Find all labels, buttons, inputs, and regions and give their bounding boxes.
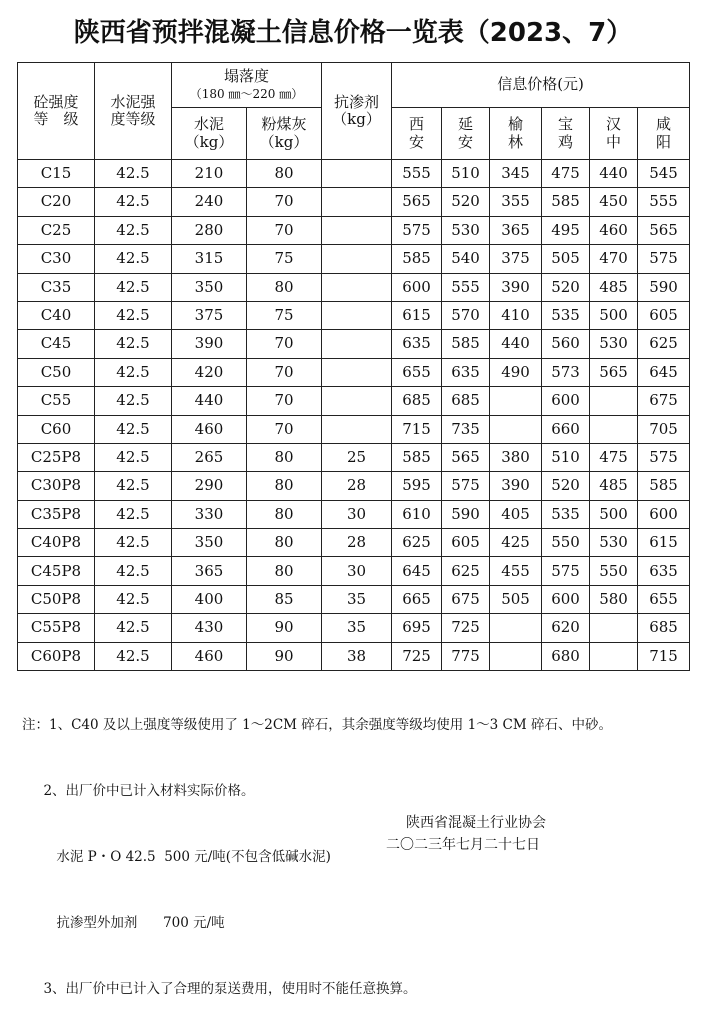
cell-flyash-kg: 70 bbox=[247, 216, 322, 244]
cell-price-xianyang: 685 bbox=[638, 614, 690, 642]
cell-cement-kg: 350 bbox=[172, 273, 247, 301]
cell-anti-seepage bbox=[322, 358, 392, 386]
note-line: 3、出厂价中已计入了合理的泵送费用，使用时不能任意换算。 bbox=[22, 981, 417, 997]
cell-price-yulin: 425 bbox=[490, 529, 542, 557]
table-row bbox=[18, 160, 690, 188]
cell-flyash-kg: 90 bbox=[247, 642, 322, 670]
cell-anti-seepage: 30 bbox=[322, 557, 392, 585]
cell-anti-seepage bbox=[322, 387, 392, 415]
cell-price-xian: 575 bbox=[392, 216, 442, 244]
cell-grade: C15 bbox=[18, 160, 95, 188]
cell-cement-kg: 420 bbox=[172, 358, 247, 386]
cell-grade: C60P8 bbox=[18, 642, 95, 670]
signature-org: 陕西省混凝土行业协会 bbox=[406, 815, 546, 831]
cell-price-baoji: 620 bbox=[542, 614, 590, 642]
cell-cement-kg: 430 bbox=[172, 614, 247, 642]
cell-price-yulin: 490 bbox=[490, 358, 542, 386]
cell-price-yanan: 735 bbox=[442, 415, 490, 443]
cell-price-yanan: 565 bbox=[442, 443, 490, 471]
table-row bbox=[18, 614, 690, 642]
cell-price-yanan: 685 bbox=[442, 387, 490, 415]
cell-price-yanan: 635 bbox=[442, 358, 490, 386]
cell-cement-grade: 42.5 bbox=[95, 216, 172, 244]
cell-anti-seepage: 35 bbox=[322, 614, 392, 642]
cell-price-baoji: 575 bbox=[542, 557, 590, 585]
cell-price-xian: 725 bbox=[392, 642, 442, 670]
cell-price-yulin bbox=[490, 387, 542, 415]
cell-grade: C25P8 bbox=[18, 443, 95, 471]
table-row bbox=[18, 387, 690, 415]
cell-flyash-kg: 80 bbox=[247, 472, 322, 500]
cell-cement-grade: 42.5 bbox=[95, 614, 172, 642]
cell-price-xian: 655 bbox=[392, 358, 442, 386]
cell-grade: C40 bbox=[18, 301, 95, 329]
cell-price-hanzhong bbox=[590, 387, 638, 415]
cell-cement-kg: 240 bbox=[172, 188, 247, 216]
cell-cement-kg: 400 bbox=[172, 585, 247, 613]
cell-cement-kg: 460 bbox=[172, 415, 247, 443]
cell-price-yulin: 390 bbox=[490, 273, 542, 301]
header-city-baoji: 宝 鸡 bbox=[542, 108, 590, 160]
cell-price-yanan: 590 bbox=[442, 500, 490, 528]
cell-price-hanzhong: 440 bbox=[590, 160, 638, 188]
cell-price-hanzhong bbox=[590, 642, 638, 670]
cell-price-baoji: 475 bbox=[542, 160, 590, 188]
cell-cement-grade: 42.5 bbox=[95, 245, 172, 273]
cell-anti-seepage: 25 bbox=[322, 443, 392, 471]
cell-price-xian: 715 bbox=[392, 415, 442, 443]
cell-price-yanan: 775 bbox=[442, 642, 490, 670]
header-city-yulin: 榆 林 bbox=[490, 108, 542, 160]
cell-price-yulin: 355 bbox=[490, 188, 542, 216]
cell-cement-grade: 42.5 bbox=[95, 188, 172, 216]
cell-price-yulin: 410 bbox=[490, 301, 542, 329]
cell-price-xianyang: 715 bbox=[638, 642, 690, 670]
cell-price-yanan: 675 bbox=[442, 585, 490, 613]
header-cement-grade: 水泥强 度等级 bbox=[95, 63, 172, 160]
price-table bbox=[17, 62, 690, 671]
cell-price-xian: 645 bbox=[392, 557, 442, 585]
cell-price-xian: 685 bbox=[392, 387, 442, 415]
cell-price-yanan: 725 bbox=[442, 614, 490, 642]
cell-cement-kg: 375 bbox=[172, 301, 247, 329]
cell-price-yulin bbox=[490, 614, 542, 642]
cell-anti-seepage bbox=[322, 216, 392, 244]
signature bbox=[386, 812, 546, 856]
table-row bbox=[18, 557, 690, 585]
cell-cement-grade: 42.5 bbox=[95, 500, 172, 528]
cell-price-baoji: 560 bbox=[542, 330, 590, 358]
cell-flyash-kg: 70 bbox=[247, 188, 322, 216]
cell-cement-grade: 42.5 bbox=[95, 443, 172, 471]
cell-price-baoji: 520 bbox=[542, 472, 590, 500]
cell-price-yanan: 530 bbox=[442, 216, 490, 244]
table-row bbox=[18, 472, 690, 500]
cell-price-yanan: 555 bbox=[442, 273, 490, 301]
cell-price-xian: 635 bbox=[392, 330, 442, 358]
cell-price-yulin: 455 bbox=[490, 557, 542, 585]
note-line: 2、出厂价中已计入材料实际价格。 bbox=[22, 783, 255, 799]
cell-cement-grade: 42.5 bbox=[95, 557, 172, 585]
cell-price-yulin: 505 bbox=[490, 585, 542, 613]
cell-flyash-kg: 75 bbox=[247, 301, 322, 329]
cell-grade: C20 bbox=[18, 188, 95, 216]
cell-cement-grade: 42.5 bbox=[95, 330, 172, 358]
cell-price-xian: 665 bbox=[392, 585, 442, 613]
cell-cement-grade: 42.5 bbox=[95, 273, 172, 301]
cell-price-xianyang: 615 bbox=[638, 529, 690, 557]
cell-price-yulin: 375 bbox=[490, 245, 542, 273]
cell-price-xian: 610 bbox=[392, 500, 442, 528]
cell-price-hanzhong: 470 bbox=[590, 245, 638, 273]
cell-price-yulin: 365 bbox=[490, 216, 542, 244]
cell-price-yulin: 405 bbox=[490, 500, 542, 528]
cell-anti-seepage bbox=[322, 245, 392, 273]
cell-price-hanzhong: 475 bbox=[590, 443, 638, 471]
header-flyash-kg: 粉煤灰 （kg） bbox=[247, 108, 322, 160]
cell-cement-kg: 365 bbox=[172, 557, 247, 585]
cell-price-yanan: 605 bbox=[442, 529, 490, 557]
cell-price-hanzhong: 550 bbox=[590, 557, 638, 585]
table-row bbox=[18, 443, 690, 471]
cell-price-hanzhong: 580 bbox=[590, 585, 638, 613]
cell-cement-grade: 42.5 bbox=[95, 415, 172, 443]
cell-price-hanzhong: 500 bbox=[590, 500, 638, 528]
notes bbox=[22, 670, 692, 1022]
header-cement-kg: 水泥 （kg） bbox=[172, 108, 247, 160]
cell-grade: C60 bbox=[18, 415, 95, 443]
cell-price-baoji: 495 bbox=[542, 216, 590, 244]
cell-price-yanan: 585 bbox=[442, 330, 490, 358]
header-price: 信息价格(元) bbox=[392, 63, 690, 108]
cell-price-xianyang: 575 bbox=[638, 245, 690, 273]
cell-price-yulin: 345 bbox=[490, 160, 542, 188]
cell-price-xianyang: 545 bbox=[638, 160, 690, 188]
cell-grade: C35P8 bbox=[18, 500, 95, 528]
cell-price-baoji: 535 bbox=[542, 500, 590, 528]
cell-price-xianyang: 565 bbox=[638, 216, 690, 244]
table-row bbox=[18, 415, 690, 443]
note-line: 注：1、C40 及以上强度等级使用了 1～2CM 碎石，其余强度等级均使用 1～3 CM 碎石、中砂。 bbox=[22, 717, 613, 733]
table-row bbox=[18, 500, 690, 528]
signature-date: 二〇二三年七月二十七日 bbox=[386, 837, 540, 853]
header-row-1 bbox=[18, 63, 690, 108]
cell-cement-grade: 42.5 bbox=[95, 585, 172, 613]
cell-price-xianyang: 555 bbox=[638, 188, 690, 216]
cell-price-xianyang: 575 bbox=[638, 443, 690, 471]
cell-flyash-kg: 70 bbox=[247, 358, 322, 386]
header-city-xianyang: 咸 阳 bbox=[638, 108, 690, 160]
note-line: 抗渗型外加剂 700 元/吨 bbox=[22, 915, 225, 931]
cell-flyash-kg: 80 bbox=[247, 160, 322, 188]
cell-price-yanan: 625 bbox=[442, 557, 490, 585]
cell-price-xianyang: 600 bbox=[638, 500, 690, 528]
cell-price-baoji: 600 bbox=[542, 585, 590, 613]
cell-price-yanan: 575 bbox=[442, 472, 490, 500]
cell-price-hanzhong: 485 bbox=[590, 273, 638, 301]
header-city-hanzhong: 汉 中 bbox=[590, 108, 638, 160]
table-row bbox=[18, 273, 690, 301]
cell-cement-grade: 42.5 bbox=[95, 358, 172, 386]
cell-cement-grade: 42.5 bbox=[95, 160, 172, 188]
cell-flyash-kg: 80 bbox=[247, 273, 322, 301]
cell-price-yanan: 570 bbox=[442, 301, 490, 329]
cell-price-baoji: 535 bbox=[542, 301, 590, 329]
cell-price-hanzhong: 460 bbox=[590, 216, 638, 244]
cell-price-xianyang: 675 bbox=[638, 387, 690, 415]
cell-anti-seepage: 38 bbox=[322, 642, 392, 670]
header-anti-seepage: 抗渗剂 （kg） bbox=[322, 63, 392, 160]
cell-cement-kg: 350 bbox=[172, 529, 247, 557]
cell-flyash-kg: 70 bbox=[247, 387, 322, 415]
cell-grade: C55P8 bbox=[18, 614, 95, 642]
cell-price-yulin bbox=[490, 415, 542, 443]
header-grade: 砼强度 等 级 bbox=[18, 63, 95, 160]
cell-price-baoji: 600 bbox=[542, 387, 590, 415]
cell-price-baoji: 510 bbox=[542, 443, 590, 471]
cell-price-yulin: 390 bbox=[490, 472, 542, 500]
cell-anti-seepage bbox=[322, 273, 392, 301]
cell-flyash-kg: 75 bbox=[247, 245, 322, 273]
cell-grade: C25 bbox=[18, 216, 95, 244]
cell-price-yulin bbox=[490, 642, 542, 670]
cell-cement-grade: 42.5 bbox=[95, 301, 172, 329]
table-row bbox=[18, 330, 690, 358]
cell-price-baoji: 520 bbox=[542, 273, 590, 301]
cell-anti-seepage: 35 bbox=[322, 585, 392, 613]
cell-price-xianyang: 590 bbox=[638, 273, 690, 301]
cell-price-xianyang: 645 bbox=[638, 358, 690, 386]
table-row bbox=[18, 188, 690, 216]
table-body bbox=[18, 160, 690, 671]
cell-price-baoji: 550 bbox=[542, 529, 590, 557]
cell-flyash-kg: 80 bbox=[247, 529, 322, 557]
cell-price-yulin: 440 bbox=[490, 330, 542, 358]
cell-grade: C50 bbox=[18, 358, 95, 386]
cell-price-hanzhong: 530 bbox=[590, 529, 638, 557]
cell-flyash-kg: 85 bbox=[247, 585, 322, 613]
table-row bbox=[18, 358, 690, 386]
cell-price-xianyang: 605 bbox=[638, 301, 690, 329]
cell-cement-kg: 460 bbox=[172, 642, 247, 670]
cell-price-xianyang: 655 bbox=[638, 585, 690, 613]
cell-flyash-kg: 80 bbox=[247, 557, 322, 585]
cell-price-baoji: 680 bbox=[542, 642, 590, 670]
table-row bbox=[18, 301, 690, 329]
cell-flyash-kg: 80 bbox=[247, 443, 322, 471]
cell-price-hanzhong: 450 bbox=[590, 188, 638, 216]
cell-anti-seepage bbox=[322, 160, 392, 188]
cell-flyash-kg: 70 bbox=[247, 330, 322, 358]
cell-grade: C35 bbox=[18, 273, 95, 301]
cell-cement-grade: 42.5 bbox=[95, 529, 172, 557]
cell-price-xian: 585 bbox=[392, 245, 442, 273]
cell-price-yanan: 520 bbox=[442, 188, 490, 216]
cell-cement-grade: 42.5 bbox=[95, 387, 172, 415]
cell-anti-seepage: 28 bbox=[322, 472, 392, 500]
table-row bbox=[18, 245, 690, 273]
cell-grade: C55 bbox=[18, 387, 95, 415]
cell-anti-seepage bbox=[322, 330, 392, 358]
cell-grade: C30 bbox=[18, 245, 95, 273]
cell-price-yanan: 540 bbox=[442, 245, 490, 273]
cell-price-yanan: 510 bbox=[442, 160, 490, 188]
table-row bbox=[18, 216, 690, 244]
cell-cement-kg: 330 bbox=[172, 500, 247, 528]
cell-flyash-kg: 80 bbox=[247, 500, 322, 528]
page-title: 陕西省预拌混凝土信息价格一览表（2023、7） bbox=[73, 18, 633, 48]
cell-cement-kg: 210 bbox=[172, 160, 247, 188]
cell-cement-kg: 265 bbox=[172, 443, 247, 471]
cell-price-xian: 555 bbox=[392, 160, 442, 188]
cell-price-xian: 615 bbox=[392, 301, 442, 329]
table-row bbox=[18, 585, 690, 613]
cell-price-xian: 565 bbox=[392, 188, 442, 216]
cell-flyash-kg: 70 bbox=[247, 415, 322, 443]
cell-price-xian: 695 bbox=[392, 614, 442, 642]
cell-price-baoji: 573 bbox=[542, 358, 590, 386]
cell-price-hanzhong: 485 bbox=[590, 472, 638, 500]
header-city-xian: 西 安 bbox=[392, 108, 442, 160]
cell-price-xian: 595 bbox=[392, 472, 442, 500]
cell-grade: C45P8 bbox=[18, 557, 95, 585]
cell-price-hanzhong bbox=[590, 614, 638, 642]
cell-price-xianyang: 635 bbox=[638, 557, 690, 585]
cell-price-xianyang: 705 bbox=[638, 415, 690, 443]
cell-price-hanzhong: 500 bbox=[590, 301, 638, 329]
cell-price-xian: 600 bbox=[392, 273, 442, 301]
cell-anti-seepage bbox=[322, 301, 392, 329]
cell-price-hanzhong: 530 bbox=[590, 330, 638, 358]
cell-price-baoji: 660 bbox=[542, 415, 590, 443]
cell-cement-kg: 290 bbox=[172, 472, 247, 500]
cell-anti-seepage bbox=[322, 415, 392, 443]
cell-price-xian: 585 bbox=[392, 443, 442, 471]
cell-price-xianyang: 625 bbox=[638, 330, 690, 358]
cell-grade: C45 bbox=[18, 330, 95, 358]
cell-grade: C30P8 bbox=[18, 472, 95, 500]
cell-price-xianyang: 585 bbox=[638, 472, 690, 500]
cell-cement-kg: 280 bbox=[172, 216, 247, 244]
cell-flyash-kg: 90 bbox=[247, 614, 322, 642]
cell-cement-kg: 390 bbox=[172, 330, 247, 358]
cell-cement-kg: 440 bbox=[172, 387, 247, 415]
cell-grade: C40P8 bbox=[18, 529, 95, 557]
header-city-yanan: 延 安 bbox=[442, 108, 490, 160]
cell-price-yulin: 380 bbox=[490, 443, 542, 471]
cell-price-baoji: 585 bbox=[542, 188, 590, 216]
note-line: 水泥 P・O 42.5 500 元/吨(不包含低碱水泥) bbox=[22, 849, 331, 865]
cell-cement-grade: 42.5 bbox=[95, 472, 172, 500]
cell-price-hanzhong: 565 bbox=[590, 358, 638, 386]
cell-price-hanzhong bbox=[590, 415, 638, 443]
cell-cement-kg: 315 bbox=[172, 245, 247, 273]
cell-anti-seepage bbox=[322, 188, 392, 216]
cell-price-xian: 625 bbox=[392, 529, 442, 557]
cell-grade: C50P8 bbox=[18, 585, 95, 613]
cell-cement-grade: 42.5 bbox=[95, 642, 172, 670]
cell-anti-seepage: 28 bbox=[322, 529, 392, 557]
table-row bbox=[18, 529, 690, 557]
header-slump: 塌落度 （180 ㎜～220 ㎜） bbox=[172, 63, 322, 108]
table-row bbox=[18, 642, 690, 670]
cell-anti-seepage: 30 bbox=[322, 500, 392, 528]
cell-price-baoji: 505 bbox=[542, 245, 590, 273]
